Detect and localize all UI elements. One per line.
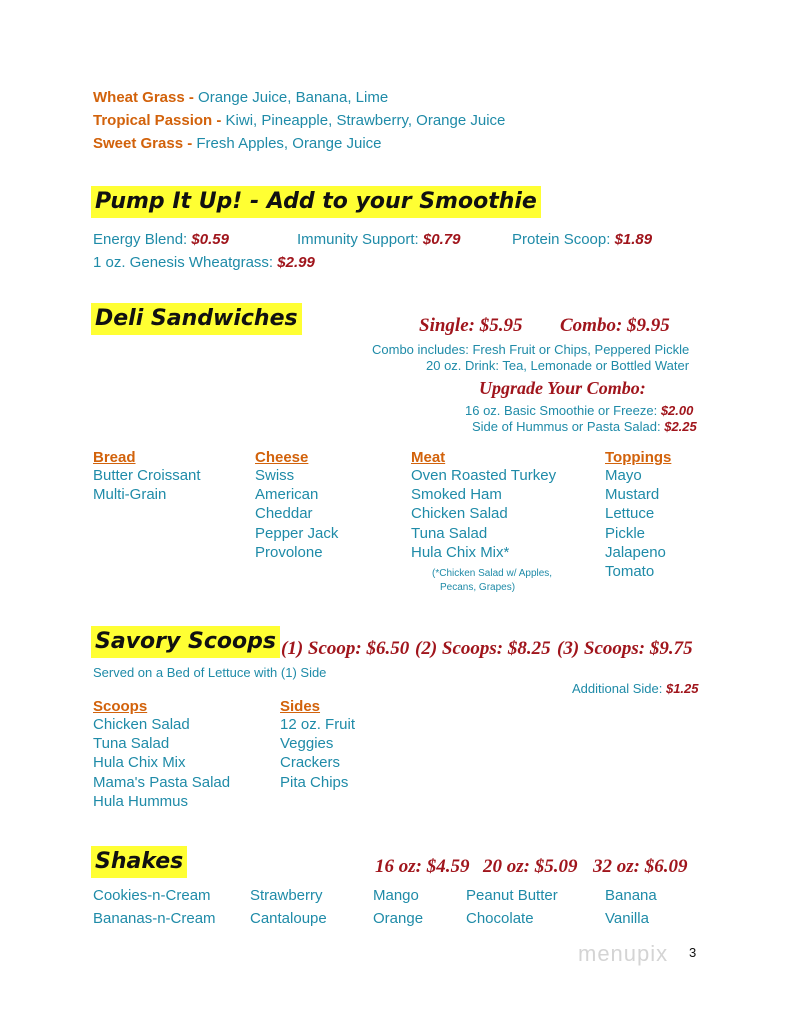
meat-column bbox=[411, 449, 556, 562]
shake-flavor: Peanut Butter bbox=[466, 887, 558, 904]
meat-heading: Meat bbox=[411, 449, 446, 466]
addon-price: $0.59 bbox=[191, 231, 229, 248]
pump-it-up-heading: Pump It Up! - Add to your Smoothie bbox=[91, 186, 541, 218]
list-item: Hula Chix Mix bbox=[93, 754, 186, 772]
cheese-heading: Cheese bbox=[255, 449, 309, 466]
combo-includes-text: Combo includes: Fresh Fruit or Chips, Peppered Pickle bbox=[372, 342, 690, 357]
upgrade-label: 16 oz. Basic Smoothie or Freeze: bbox=[465, 403, 658, 418]
toppings-column bbox=[605, 449, 671, 581]
shake-flavor: Banana bbox=[605, 887, 657, 904]
list-item: Mayo bbox=[605, 467, 642, 484]
scoops-heading: Scoops bbox=[93, 698, 148, 715]
list-item: Chicken Salad bbox=[93, 716, 190, 733]
list-item: Multi-Grain bbox=[93, 486, 167, 504]
list-item: Oven Roasted Turkey bbox=[411, 467, 557, 484]
combo-drink-text: 20 oz. Drink: Tea, Lemonade or Bottled Water bbox=[426, 358, 690, 373]
list-item: 12 oz. Fruit bbox=[280, 716, 356, 733]
upgrade-item bbox=[465, 403, 693, 418]
addon-price: $0.79 bbox=[422, 231, 461, 248]
smoothie-name: Tropical Passion - bbox=[93, 112, 222, 129]
cheese-column bbox=[255, 449, 338, 562]
list-item: Tuna Salad bbox=[411, 524, 488, 542]
bread-column bbox=[93, 449, 201, 504]
scoops-column bbox=[93, 698, 230, 811]
smoothie-item bbox=[93, 89, 388, 106]
smoothie-name: Wheat Grass - bbox=[93, 89, 194, 106]
list-item: Pickle bbox=[605, 524, 646, 542]
smoothie-desc: Kiwi, Pineapple, Strawberry, Orange Juice bbox=[225, 112, 506, 129]
list-item: American bbox=[255, 486, 319, 504]
upgrade-label: Side of Hummus or Pasta Salad: bbox=[472, 419, 661, 434]
toppings-heading: Toppings bbox=[605, 449, 672, 466]
upgrade-price: $2.00 bbox=[660, 403, 694, 418]
footnote-line: (*Chicken Salad w/ Apples, bbox=[432, 568, 553, 579]
upgrade-item bbox=[472, 419, 697, 434]
upgrade-combo-heading: Upgrade Your Combo: bbox=[479, 378, 646, 398]
shake-price: 32 oz: $6.09 bbox=[593, 856, 688, 877]
list-item: Mama's Pasta Salad bbox=[93, 773, 231, 791]
upgrade-price: $2.25 bbox=[664, 419, 697, 434]
list-item: Swiss bbox=[255, 467, 295, 484]
sides-heading: Sides bbox=[280, 698, 321, 715]
shake-flavor: Mango bbox=[373, 887, 419, 904]
addon-label: Immunity Support: bbox=[297, 231, 419, 248]
shakes-heading: Shakes bbox=[91, 846, 187, 878]
shake-flavor: Strawberry bbox=[250, 887, 323, 904]
deli-single-price: Single: $5.95 bbox=[419, 315, 523, 336]
list-item: Pita Chips bbox=[280, 773, 349, 791]
shake-price: 20 oz: $5.09 bbox=[483, 856, 578, 877]
deli-combo-price: Combo: $9.95 bbox=[560, 315, 670, 336]
bread-heading: Bread bbox=[93, 449, 136, 466]
savory-subtitle: Served on a Bed of Lettuce with (1) Side bbox=[93, 665, 327, 680]
shake-price: 16 oz: $4.59 bbox=[375, 856, 470, 877]
smoothie-item bbox=[93, 135, 382, 152]
list-item: Crackers bbox=[280, 754, 341, 772]
list-item: Hula Hummus bbox=[93, 792, 189, 810]
scoop-price: (1) Scoop: $6.50 bbox=[281, 638, 410, 659]
list-item: Butter Croissant bbox=[93, 467, 201, 484]
list-item: Mustard bbox=[605, 486, 660, 504]
addon-item bbox=[93, 254, 315, 271]
list-item: Veggies bbox=[280, 735, 334, 753]
addon-label: 1 oz. Genesis Wheatgrass: bbox=[93, 254, 274, 271]
addon-label: Energy Blend: bbox=[93, 231, 188, 248]
deli-sandwiches-heading: Deli Sandwiches bbox=[91, 303, 302, 335]
list-item: Lettuce bbox=[605, 505, 655, 523]
page-number: 3 bbox=[689, 945, 697, 960]
shake-flavor: Vanilla bbox=[605, 910, 649, 927]
footnote-line: Pecans, Grapes) bbox=[440, 582, 516, 593]
sides-column bbox=[280, 698, 355, 792]
additional-side bbox=[572, 681, 699, 696]
list-item: Chicken Salad bbox=[411, 505, 508, 523]
shake-flavor: Bananas-n-Cream bbox=[93, 910, 216, 927]
smoothie-item bbox=[93, 112, 505, 129]
list-item: Provolone bbox=[255, 543, 323, 561]
list-item: Tuna Salad bbox=[93, 735, 170, 753]
list-item: Smoked Ham bbox=[411, 486, 502, 504]
list-item: Tomato bbox=[605, 563, 655, 581]
smoothie-name: Sweet Grass - bbox=[93, 135, 193, 152]
shake-flavor: Cookies-n-Cream bbox=[93, 887, 211, 904]
smoothie-desc: Fresh Apples, Orange Juice bbox=[196, 135, 382, 152]
addon-label: Protein Scoop: bbox=[512, 231, 611, 248]
scoop-price: (3) Scoops: $9.75 bbox=[557, 638, 693, 659]
list-item: Jalapeno bbox=[605, 543, 666, 561]
savory-scoops-heading: Savory Scoops bbox=[91, 626, 280, 658]
shake-flavor: Cantaloupe bbox=[250, 910, 327, 927]
list-item: Hula Chix Mix* bbox=[411, 543, 510, 561]
list-item: Pepper Jack bbox=[255, 524, 339, 542]
addon-item bbox=[512, 231, 652, 248]
addon-price: $1.89 bbox=[614, 231, 653, 248]
menupix-watermark: menupix bbox=[578, 941, 669, 966]
additional-side-label: Additional Side: bbox=[572, 681, 663, 696]
additional-side-price: $1.25 bbox=[665, 681, 699, 696]
addon-item bbox=[297, 231, 460, 248]
shake-flavor: Chocolate bbox=[466, 910, 534, 927]
shake-flavor: Orange bbox=[373, 910, 424, 927]
addon-item bbox=[93, 231, 229, 248]
scoop-price: (2) Scoops: $8.25 bbox=[415, 638, 551, 659]
list-item: Cheddar bbox=[255, 505, 313, 523]
addon-price: $2.99 bbox=[277, 254, 315, 271]
smoothie-desc: Orange Juice, Banana, Lime bbox=[198, 89, 389, 106]
